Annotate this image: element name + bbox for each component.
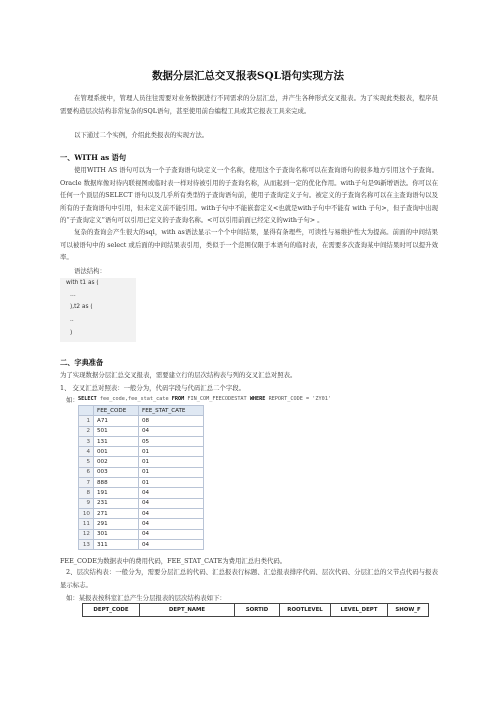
fee-stat-cate-cell[interactable]: 04 [139, 539, 204, 549]
table-row[interactable] [79, 426, 283, 436]
grid-empty-area [204, 416, 283, 426]
fee-code-cell[interactable]: 888 [94, 478, 139, 488]
code-line: ) [70, 330, 73, 336]
fee-stat-cate-cell[interactable]: 05 [139, 436, 204, 446]
sql-columns: fee_code,fee_stat_cate [99, 396, 169, 402]
dept-column-header: ROOTLEVEL [280, 604, 331, 617]
row-number: 1 [79, 416, 94, 426]
fee-stat-cate-cell[interactable]: 04 [139, 488, 204, 498]
sql-keyword: FROM [171, 396, 185, 402]
row-number: 8 [79, 488, 94, 498]
table-row[interactable] [79, 508, 283, 518]
sql-condition: REPORT_CODE = 'ZY01' [268, 396, 332, 402]
table-row[interactable] [79, 488, 283, 498]
grid-empty-area [204, 539, 283, 549]
code-line: .. [70, 317, 74, 323]
row-number-header [79, 406, 94, 416]
fee-code-cell[interactable]: 002 [94, 457, 139, 467]
table-row[interactable] [79, 416, 283, 426]
table-row[interactable] [79, 519, 283, 529]
table-row[interactable] [79, 467, 283, 477]
fee-stat-cate-cell[interactable]: 04 [139, 498, 204, 508]
grid-empty-area [204, 457, 283, 467]
dept-structure-table [82, 603, 429, 617]
fee-stat-cate-cell[interactable]: 04 [139, 529, 204, 539]
fee-code-cell[interactable]: 271 [94, 508, 139, 518]
grid-empty-area [204, 426, 283, 436]
row-number: 4 [79, 447, 94, 457]
fee-code-note: FEE_CODE为数据表中的费用代码，FEE_STAT_CATE为费用汇总归类代码。 [60, 557, 287, 565]
fee-code-cell[interactable]: 001 [94, 447, 139, 457]
row-number: 5 [79, 457, 94, 467]
section-1-paragraph-1: 使用WITH AS 语句可以为一个子查询语句块定义一个名称，使用这个子查询名称可以在查询语句的很多地方引用这个子查询。Oracle 数据库像对待内联视图或临时表一样对待被引用的子查询名称，从而起到一定的优化作用。with子句是9i新增语法。你可以在任何一个顶层的SELECT 语句以及几乎所有类型的子查询语句前，使用子查询定义子句。被定义的子查询名称可以在主查询语句以及所有的子查询语句中引用，但未定义前不能引用。with子句中不能嵌套定义<也就是with子句中不能有 with 子句>，但子查询中出现的“子查询定义”语句可以引用已定义的子查询名称。<可以引用前面已经定义的with子句> 。 [60, 166, 438, 225]
code-line: … [70, 292, 76, 298]
table-row[interactable] [79, 457, 283, 467]
fee-code-cell[interactable]: 311 [94, 539, 139, 549]
section-2-item-1: 1、 交叉汇总对照表：一般分为，代码字段与代码汇总二个字段。 [60, 384, 246, 392]
fee-stat-cate-cell[interactable]: 01 [139, 447, 204, 457]
section-1-paragraph-2: 复杂的查询会产生很大的sql，with as语法显示一个个中间结果，显得有条理些，可读性与易维护性大为提高。前面的中间结果可以被语句中的 select 或后面的中间结果表引用，类似于一个范围仅限于本语句的临时表，在需要多次查询某中间结果时可以提升效率。 [60, 228, 438, 262]
dept-column-header: SORTID [235, 604, 280, 617]
section-2-item-2: 2、层次结构表：一般分为，需要分层汇总的代码、汇总报表行标题、汇总报表排序代码、层次代码、分层汇总的父节点代码与报表显示标志。 [60, 568, 438, 589]
sql-keyword: SELECT [78, 396, 97, 402]
row-number: 9 [79, 498, 94, 508]
sql-table: FIN_COM_FEECODESTAT [187, 396, 247, 402]
code-line: with t1 as ( [66, 280, 99, 286]
fee-stat-cate-cell[interactable]: 08 [139, 416, 204, 426]
fee-stat-cate-cell[interactable]: 01 [139, 467, 204, 477]
grid-empty-area [204, 478, 283, 488]
fee-code-cell[interactable]: 301 [94, 529, 139, 539]
result-grid [78, 405, 283, 550]
dept-column-header: DEPT_NAME [140, 604, 235, 617]
grid-empty-area [204, 447, 283, 457]
grid-empty-area [204, 436, 283, 446]
fee-code-cell[interactable]: 501 [94, 426, 139, 436]
fee-code-cell[interactable]: A71 [94, 416, 139, 426]
fee-stat-cate-cell[interactable]: 04 [139, 426, 204, 436]
sql-statement [78, 396, 331, 402]
dept-column-header: LEVEL_DEPT [331, 604, 388, 617]
table-row[interactable] [79, 436, 283, 446]
table-row[interactable] [79, 478, 283, 488]
grid-empty-area [204, 488, 283, 498]
table-row[interactable] [79, 447, 283, 457]
fee-stat-cate-cell[interactable]: 01 [139, 457, 204, 467]
dept-header-row [83, 604, 429, 617]
example-2-text: 如：某报表按科室汇总产生分层报表的层次结构表如下： [66, 594, 226, 602]
row-number: 11 [79, 519, 94, 529]
section-1-heading: 一、WITH as 语句 [60, 153, 127, 162]
dept-column-header: DEPT_CODE [83, 604, 140, 617]
grid-column-header[interactable]: FEE_STAT_CATE [139, 406, 204, 416]
intro-paragraph-2: 以下通过二个实例，介绍此类报表的实现方法。 [74, 131, 209, 139]
grid-header-row [79, 406, 283, 416]
table-row[interactable] [79, 498, 283, 508]
row-number: 13 [79, 539, 94, 549]
table-row[interactable] [79, 539, 283, 549]
section-2-heading: 二、字典准备 [60, 358, 104, 367]
row-number: 3 [79, 436, 94, 446]
sql-keyword: WHERE [249, 396, 266, 402]
table-row[interactable] [79, 529, 283, 539]
row-number: 2 [79, 426, 94, 436]
fee-code-cell[interactable]: 131 [94, 436, 139, 446]
fee-code-cell[interactable]: 003 [94, 467, 139, 477]
grid-empty-area [204, 529, 283, 539]
grid-empty-area [204, 406, 283, 416]
syntax-label: 语法结构： [74, 267, 106, 275]
grid-column-header[interactable]: FEE_CODE [94, 406, 139, 416]
grid-empty-area [204, 467, 283, 477]
grid-empty-area [204, 519, 283, 529]
fee-code-cell[interactable]: 191 [94, 488, 139, 498]
document-title: 数据分层汇总交叉报表SQL语句实现方法 [151, 70, 345, 82]
grid-empty-area [204, 508, 283, 518]
intro-paragraph-1: 在管理系统中，管理人员往往需要对业务数据进行不同需求的分层汇总，并产生各种形式交叉报表。为了实现此类报表，程序员需要构造层次结构非常复杂的SQL语句，甚至使用前台编程工具或其它报表工具来完成。 [60, 94, 438, 115]
fee-code-cell[interactable]: 231 [94, 498, 139, 508]
fee-stat-cate-cell[interactable]: 04 [139, 519, 204, 529]
row-number: 12 [79, 529, 94, 539]
section-2-paragraph-1: 为了实现数据分层汇总交叉报表，需要建立行的层次结构表与列的交叉汇总对照表。 [60, 371, 297, 379]
example-prefix: 如： [66, 396, 79, 404]
row-number: 6 [79, 467, 94, 477]
code-line: ),t2 as ( [70, 304, 93, 310]
row-number: 10 [79, 508, 94, 518]
row-number: 7 [79, 478, 94, 488]
grid-empty-area [204, 498, 283, 508]
fee-stat-cate-cell[interactable]: 04 [139, 508, 204, 518]
dept-column-header: SHOW_F [388, 604, 429, 617]
fee-stat-cate-cell[interactable]: 01 [139, 478, 204, 488]
fee-code-cell[interactable]: 291 [94, 519, 139, 529]
